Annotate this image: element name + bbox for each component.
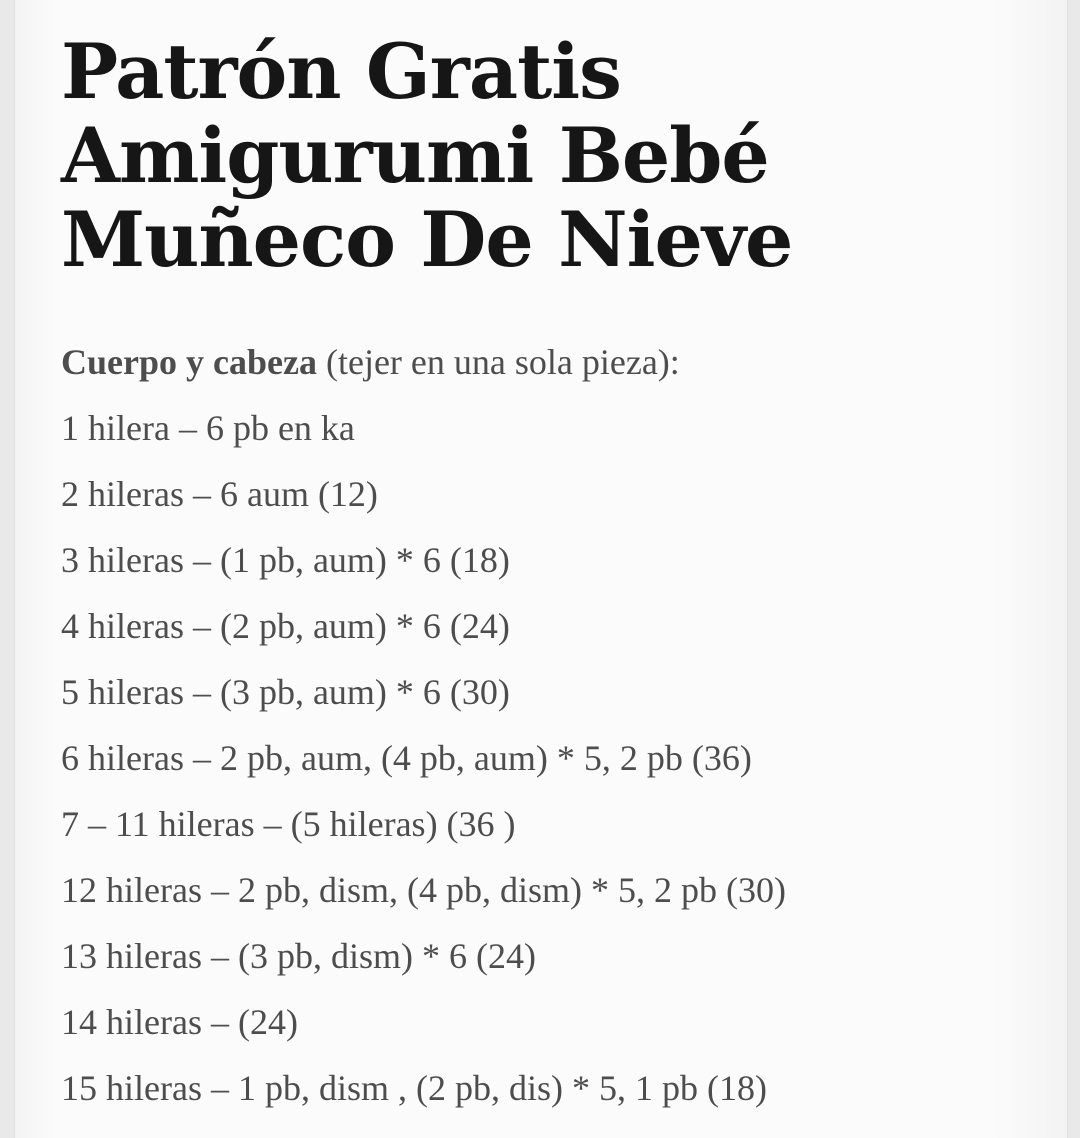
pattern-row: 6 hileras – 2 pb, aum, (4 pb, aum) * 5, 2 pb (36) <box>61 738 752 778</box>
pattern-row: 1 hilera – 6 pb en ka <box>61 408 355 448</box>
pattern-row: 13 hileras – (3 pb, dism) * 6 (24) <box>61 936 536 976</box>
pattern-row: 3 hileras – (1 pb, aum) * 6 (18) <box>61 540 510 580</box>
article-title: Patrón Gratis Amigurumi Bebé Muñeco De Nieve <box>61 27 793 284</box>
pattern-row: 4 hileras – (2 pb, aum) * 6 (24) <box>61 606 510 646</box>
article-page <box>14 0 1068 1138</box>
section-heading-line <box>61 334 1041 400</box>
pattern-row: 12 hileras – 2 pb, dism, (4 pb, dism) * 5, 2 pb (30) <box>61 870 786 910</box>
section-heading: Cuerpo y cabeza <box>61 342 317 382</box>
pattern-body <box>61 334 1041 1126</box>
section-note: (tejer en una sola pieza): <box>316 342 680 382</box>
pattern-row: 2 hileras – 6 aum (12) <box>61 474 378 514</box>
pattern-row: 7 – 11 hileras – (5 hileras) (36 ) <box>61 804 516 844</box>
pattern-row: 15 hileras – 1 pb, dism , (2 pb, dis) * 5, 1 pb (18) <box>61 1068 767 1108</box>
pattern-row: 14 hileras – (24) <box>61 1002 298 1042</box>
pattern-row: 5 hileras – (3 pb, aum) * 6 (30) <box>61 672 510 712</box>
